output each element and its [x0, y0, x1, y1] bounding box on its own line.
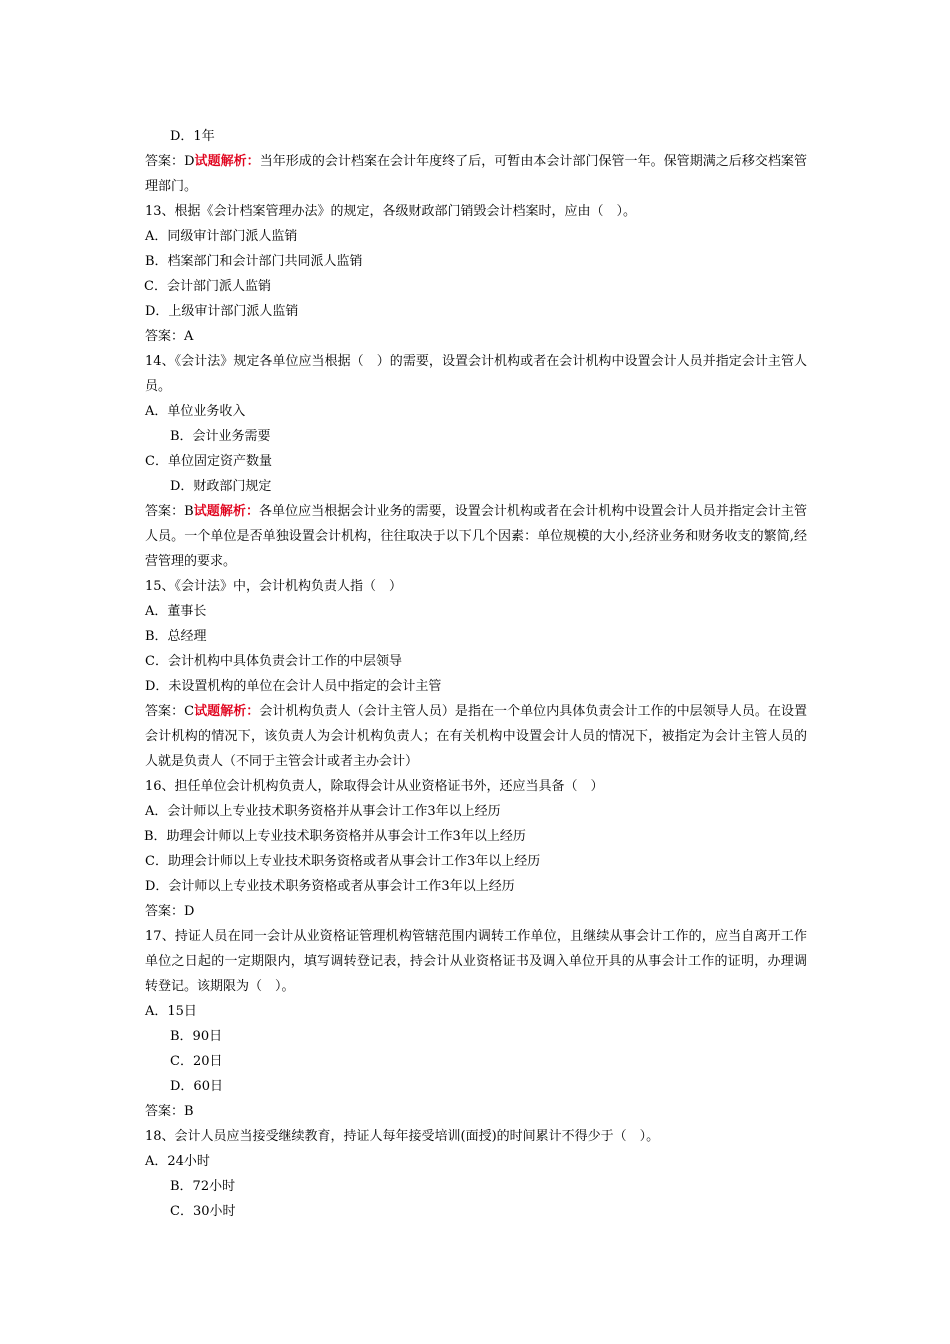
q12-option-d: D．1年 [170, 129, 215, 144]
q15-option-d: D．未设置机构的单位在会计人员中指定的会计主管 [145, 679, 442, 694]
q17-answer: 答案：B [145, 1104, 194, 1119]
q13-question: 13、根据《会计档案管理办法》的规定，各级财政部门销毁会计档案时，应由（ ）。 [145, 204, 637, 219]
q15-option-b: B．总经理 [145, 629, 207, 644]
q14-option-a: A．单位业务收入 [145, 404, 246, 419]
q18-option-c: C．30小时 [170, 1204, 236, 1219]
q15-option-a: A．董事长 [145, 604, 207, 619]
q13-answer: 答案：A [145, 329, 194, 344]
q16-question: 16、担任单位会计机构负责人，除取得会计从业资格证书外，还应当具备（ ） [145, 779, 604, 794]
q14-option-b: B．会计业务需要 [170, 429, 271, 444]
q13-option-d: D．上级审计部门派人监销 [145, 304, 299, 319]
q17-option-b: B．90日 [170, 1029, 223, 1044]
q17-option-d: D．60日 [170, 1079, 223, 1094]
analysis-label: 试题解析： [194, 154, 260, 169]
q13-option-b: B．档案部门和会计部门共同派人监销 [145, 254, 363, 269]
q13-option-a: A．同级审计部门派人监销 [145, 229, 298, 244]
q16-option-d: D．会计师以上专业技术职务资格或者从事会计工作3年以上经历 [145, 879, 515, 894]
q13-option-c: C．会计部门派人监销 [144, 279, 271, 294]
answer-label: 答案：D [145, 154, 195, 169]
q15-question: 15、《会计法》中，会计机构负责人指（ ） [145, 579, 403, 594]
q16-answer: 答案：D [145, 904, 195, 919]
analysis-text: 会计机构负责人（会计主管人员）是指在一个单位内具体负责会计工作的中层领导人员。在设置会计机构的情况下，该负责人为会计机构负责人；在有关机构中设置会计人员的情况下，被指定为会计主管人员的人就是负责人（不同于主管会计或者主办会计） [145, 704, 807, 769]
q17-question: 17、持证人员在同一会计从业资格证管理机构管辖范围内调转工作单位，且继续从事会计工作的，应当自离开工作单位之日起的一定期限内，填写调转登记表，持会计从业资格证书及调入单位开具的从事会计工作的证明，办理调转登记。该期限为（ ）。 [145, 929, 807, 994]
answer-label: 答案：B [145, 504, 194, 519]
q18-question: 18、会计人员应当接受继续教育，持证人每年接受培训(面授)的时间累计不得少于（ ）。 [145, 1129, 660, 1144]
q14-question: 14、《会计法》规定各单位应当根据（ ）的需要，设置会计机构或者在会计机构中设置会计人员并指定会计主管人员。 [145, 354, 807, 394]
q16-option-b: B．助理会计师以上专业技术职务资格并从事会计工作3年以上经历 [144, 829, 526, 844]
q12-answer [145, 149, 807, 199]
q14-option-d: D．财政部门规定 [170, 479, 272, 494]
q15-answer [145, 699, 807, 774]
q16-option-c: C．助理会计师以上专业技术职务资格或者从事会计工作3年以上经历 [145, 854, 541, 869]
analysis-text: 各单位应当根据会计业务的需要，设置会计机构或者在会计机构中设置会计人员并指定会计主管人员。一个单位是否单独设置会计机构，往往取决于以下几个因素：单位规模的大小,经济业务和财务收支的繁简,经营管理的要求。 [145, 504, 807, 569]
analysis-text: 当年形成的会计档案在会计年度终了后，可暂由本会计部门保管一年。保管期满之后移交档案管理部门。 [145, 154, 807, 194]
answer-label: 答案：C [145, 704, 195, 719]
q17-option-a: A．15日 [145, 1004, 197, 1019]
analysis-label: 试题解析： [193, 504, 259, 519]
q14-option-c: C．单位固定资产数量 [145, 454, 272, 469]
q18-option-a: A．24小时 [145, 1154, 210, 1169]
q15-option-c: C．会计机构中具体负责会计工作的中层领导 [145, 654, 402, 669]
q16-option-a: A．会计师以上专业技术职务资格并从事会计工作3年以上经历 [145, 804, 501, 819]
q14-answer [145, 499, 807, 574]
analysis-label: 试题解析： [194, 704, 260, 719]
q18-option-b: B．72小时 [170, 1179, 236, 1194]
q17-option-c: C．20日 [170, 1054, 223, 1069]
